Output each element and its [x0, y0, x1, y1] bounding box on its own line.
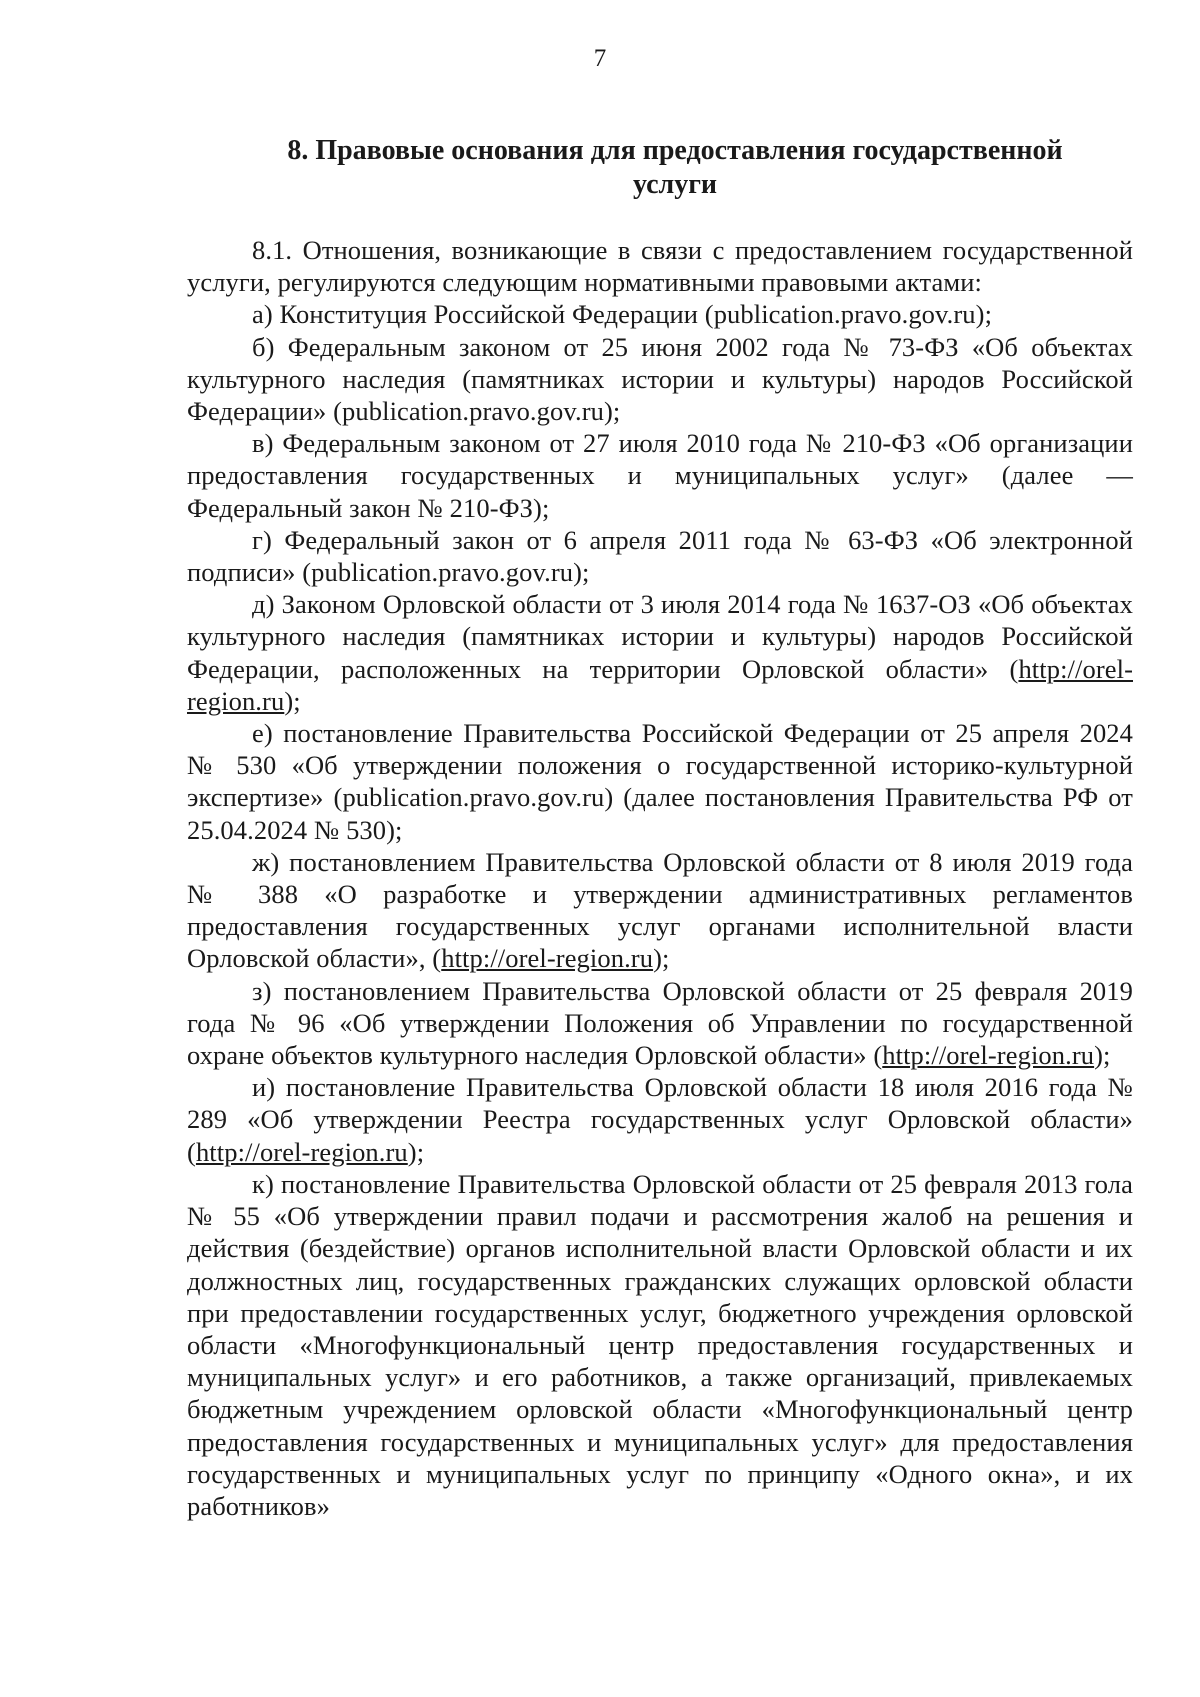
orel-region-link[interactable]: http://orel-region.ru	[187, 653, 1133, 716]
list-item-d-text: д) Законом Орловской области от 3 июля 2014 года № 1637-ОЗ «Об объектах культурного наследия (памятниках истории и культуры) народов Российской Федерации, расположенных на территории Орловской области» (	[187, 589, 1133, 684]
page-number: 7	[593, 45, 607, 72]
list-item-i-text: и) постановление Правительства Орловской области 18 июля 2016 года № 289 «Об утверждении Реестра государственных услуг Орловской области» (	[187, 1072, 1133, 1167]
list-item-zh-tail: );	[653, 943, 670, 974]
section-heading-line-2: услуги	[632, 169, 718, 200]
list-item-z-tail: );	[1094, 1040, 1111, 1071]
section-heading-line-1: 8. Правовые основания для предоставления государственной	[287, 135, 1063, 166]
list-item-z	[187, 975, 1133, 1072]
list-item-i	[187, 1071, 1133, 1168]
list-item-k: к) постановление Правительства Орловской области от 25 февраля 2013 гола № 55 «Об утверждении правил подачи и рассмотрения жалоб на решения и действия (бездействие) органов исполнительной власти Орловской области и их должностных лиц, государственных гражданских служащих орловской области при предоставлении государственных услуг, бюджетного учреждения орловской области «Многофункциональный центр предоставления государственных и муниципальных услуг» и его работников, а также организаций, привлекаемых бюджетным учреждением орловской области «Многофункциональный центр предоставления государственных и муниципальных услуг» для предоставления государственных и муниципальных услуг по принципу «Одного окна», и их работников»	[187, 1168, 1133, 1521]
list-item-g: г) Федеральный закон от 6 апреля 2011 года № 63-ФЗ «Об электронной подписи» (publication.pravo.gov.ru);	[187, 524, 1133, 588]
list-item-z-text: з) постановлением Правительства Орловской области от 25 февраля 2019 года № 96 «Об утверждении Положения об Управлении по государственной охране объектов культурного наследия Орловской области» (	[187, 975, 1133, 1071]
list-item-zh-text: ж) постановлением Правительства Орловской области от 8 июля 2019 года № 388 «О разработке и утверждении административных регламентов предоставления государственных услуг органами исполнительной власти Орловской области», (	[187, 846, 1133, 974]
list-item-v: в) Федеральным законом от 27 июля 2010 года № 210-ФЗ «Об организации предоставления государственных и муниципальных услуг» (далее — Федеральный закон № 210-ФЗ);	[187, 428, 1133, 523]
section-heading	[250, 134, 1100, 202]
paragraph-8-1: 8.1. Отношения, возникающие в связи с предоставлением государственной услуги, регулируются следующим нормативными правовыми актами:	[187, 235, 1133, 298]
orel-region-link[interactable]: http://orel-region.ru	[195, 1136, 408, 1167]
list-item-d	[187, 588, 1133, 717]
orel-region-link[interactable]: http://orel-region.ru	[882, 1040, 1095, 1071]
list-item-a: а) Конституция Российской Федерации (publication.pravo.gov.ru);	[252, 299, 993, 330]
orel-region-link[interactable]: http://orel-region.ru	[441, 943, 654, 974]
list-item-e: е) постановление Правительства Российской Федерации от 25 апреля 2024 № 530 «Об утверждении положения о государственной историко-культурной экспертизе» (publication.pravo.gov.ru) (далее постановления Правительства РФ от 25.04.2024 № 530);	[187, 718, 1133, 845]
list-item-zh	[187, 846, 1133, 975]
list-item-d-tail: );	[284, 685, 301, 716]
list-item-i-tail: );	[407, 1136, 425, 1167]
list-item-b: б) Федеральным законом от 25 июня 2002 года № 73-ФЗ «Об объектах культурного наследия (памятниках истории и культуры) народов Российской Федерации» (publication.pravo.gov.ru);	[187, 331, 1133, 427]
section-body	[187, 234, 1133, 1522]
